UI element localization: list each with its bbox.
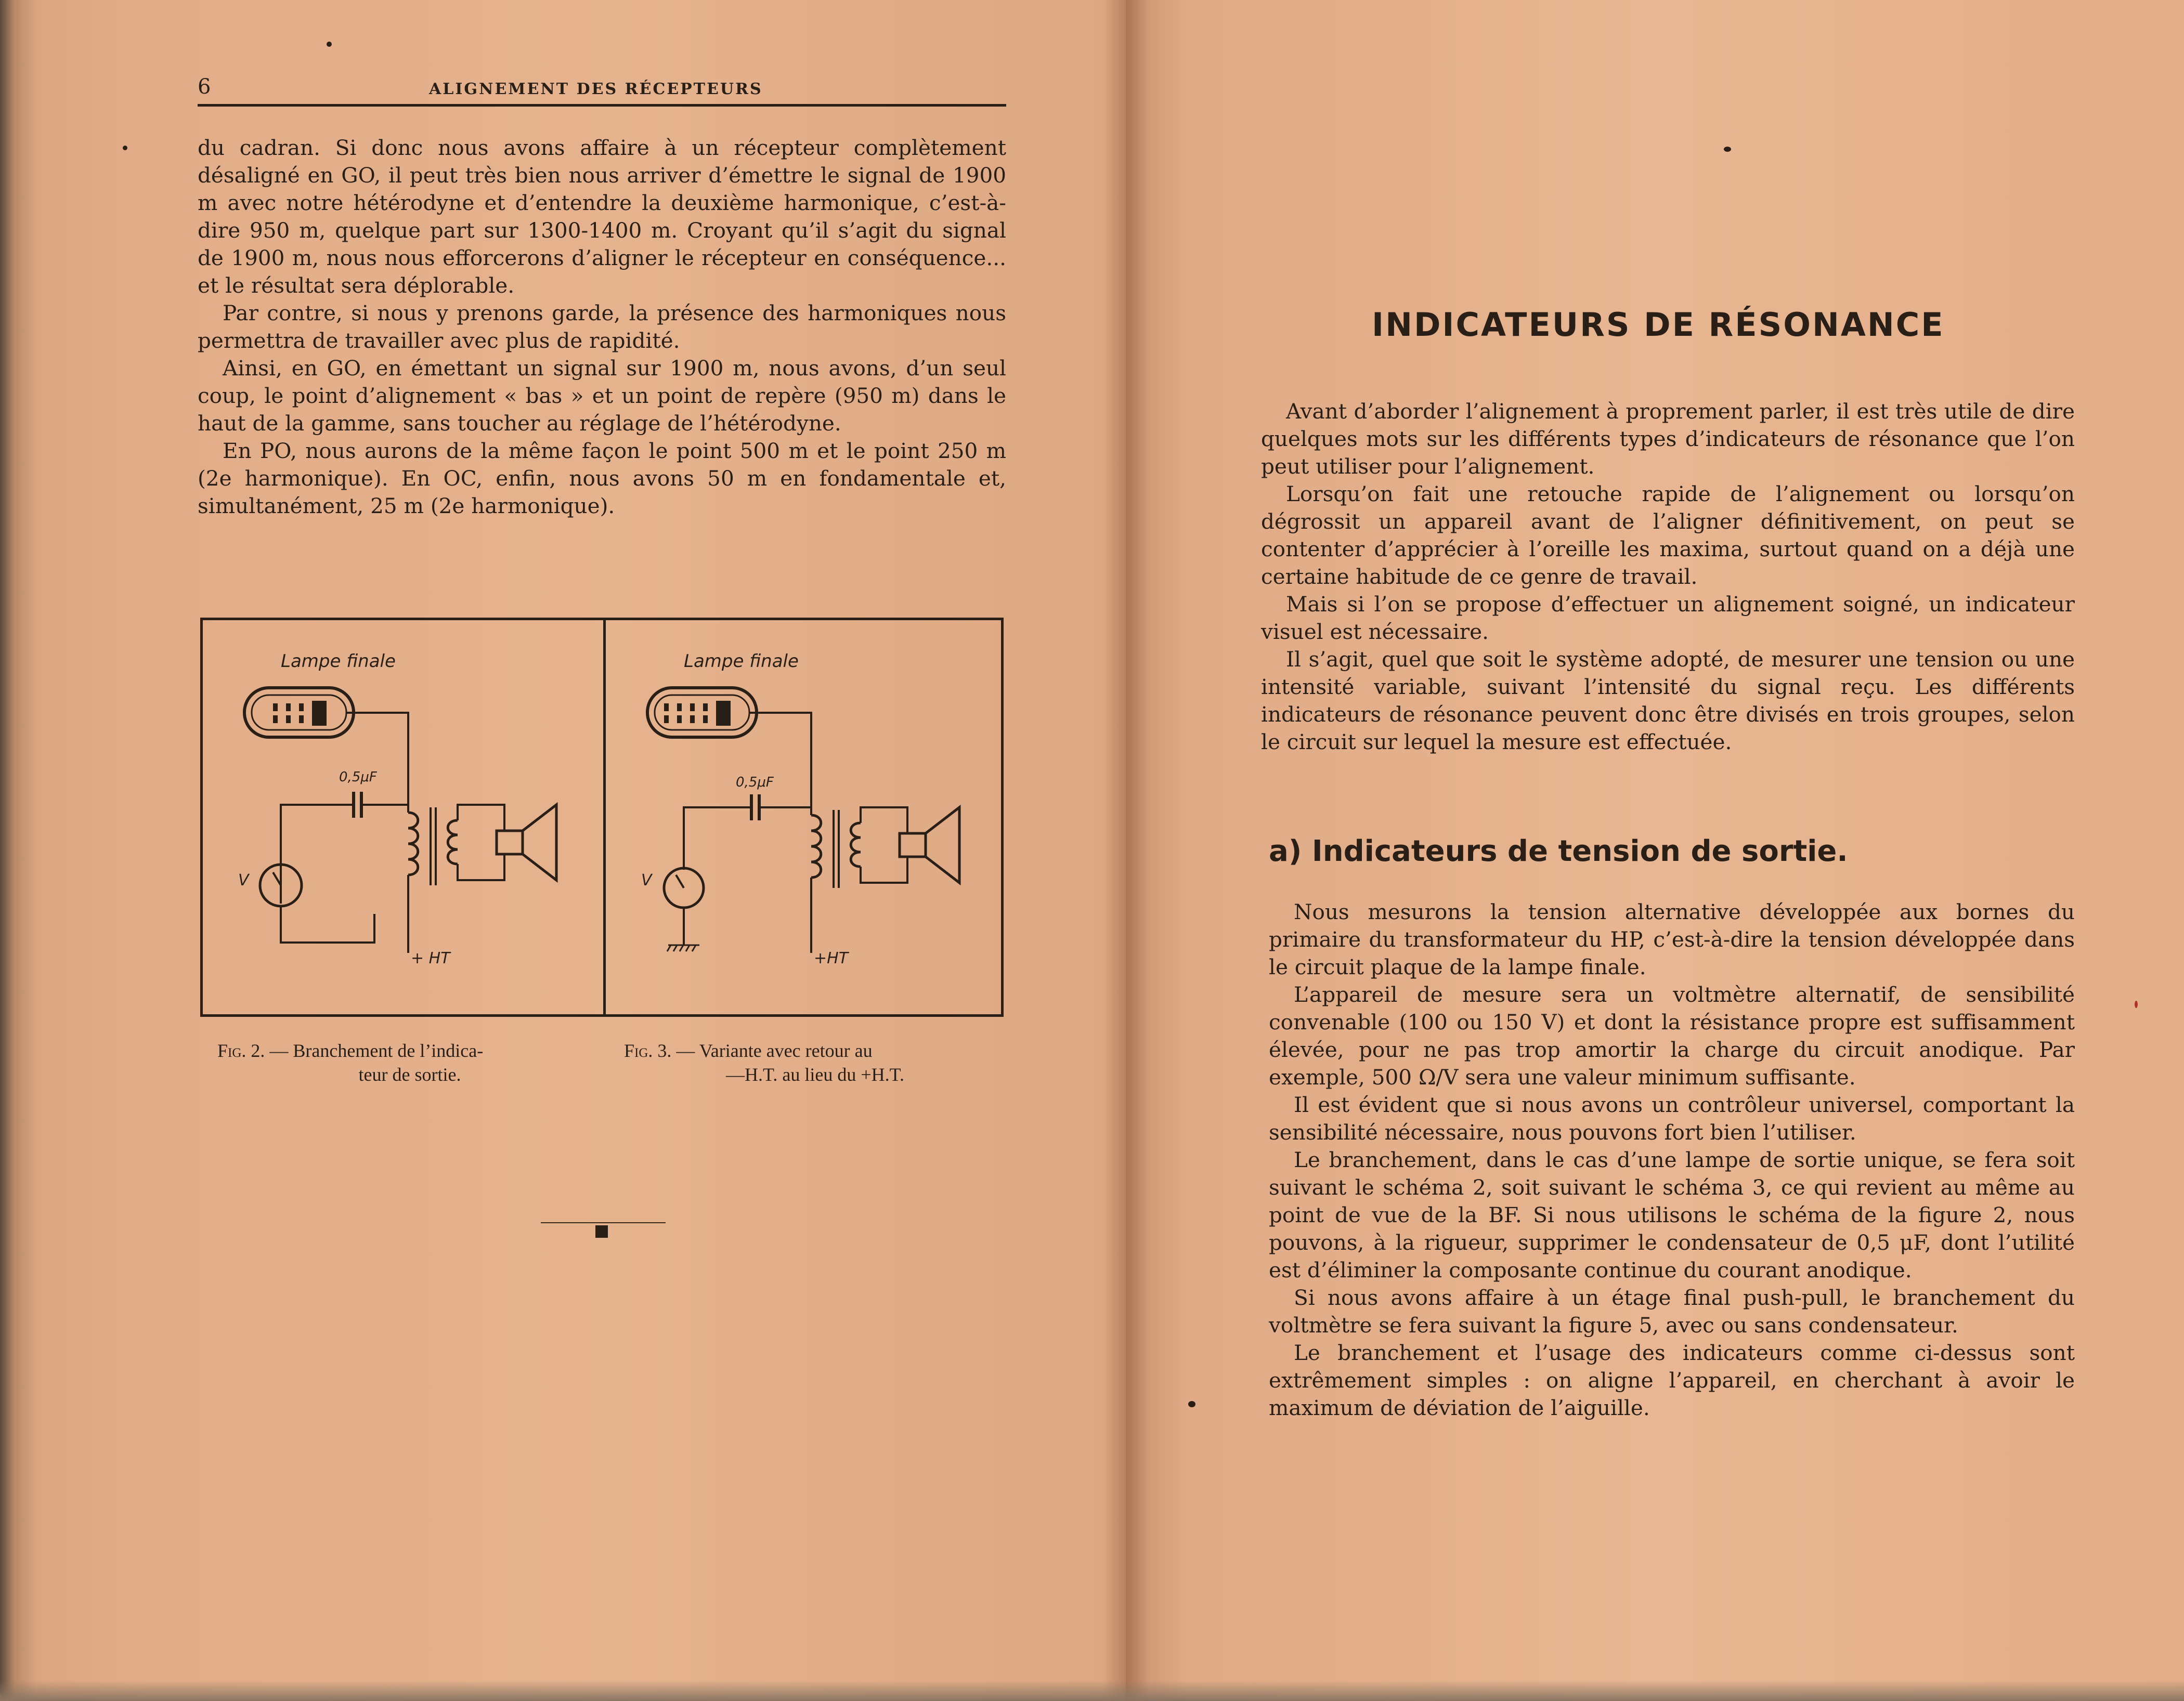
book-gutter (1102, 0, 1149, 1701)
paper-speck (123, 146, 127, 150)
page-edge (0, 0, 36, 1701)
paragraph: Il est évident que si nous avons un contrôleur universel, comportant la sensibilité nécessaire, nous pouvons fort bien l’utiliser. (1269, 1092, 2075, 1145)
ht-label: + HT (411, 949, 450, 967)
page-number: 6 (198, 75, 211, 99)
right-intro-text (1261, 398, 2075, 756)
schematic-fig-3 (606, 620, 1006, 1014)
paragraph: En PO, nous aurons de la même façon le point 500 m et le point 250 m (2e harmonique). En OC, enfin, nous avons 50 m en fondamentale et, simultanément, 25 m (2e harmonique). (198, 438, 1006, 518)
paragraph: Lorsqu’on fait une retouche rapide de l’alignement ou lorsqu’on dégrossit un appareil avant de l’aligner définitivement, on peut se contenter d’apprécier à l’oreille les maxima, surtout quand on a déjà une certaine habitude de ce genre de travail. (1261, 481, 2075, 589)
paper-speck (2135, 1001, 2138, 1008)
schematic-fig-2-drawing (203, 620, 603, 1014)
paragraph: Le branchement et l’usage des indicateurs comme ci-dessus sont extrêmement simples : on aligne l’appareil, en cherchant à avoir le maximum de déviation de l’aiguille. (1269, 1340, 2075, 1420)
ground-icon (667, 945, 699, 951)
lamp-label: Lampe finale (281, 651, 396, 672)
speaker-icon (900, 833, 926, 857)
bottom-edge (0, 1680, 2184, 1701)
meter-label: V (238, 871, 249, 889)
paragraph: du cadran. Si donc nous avons affaire à un récepteur complètement désaligné en GO, il peut très bien nous arriver d’émettre le signal de 1900 m avec notre hétérodyne et d’entendre la deuxième harmonique, c’est-à-dire 950 m, quelque part sur 1300-1400 m. Croyant qu’il s’agit du signal de 1900 m, nous nous efforcerons d’aligner le récepteur en conséquence... et le résultat sera déplorable. (198, 135, 1006, 298)
end-ornament (541, 1220, 666, 1236)
paragraph: Si nous avons affaire à un étage final push-pull, le branchement du voltmètre se fera suivant la figure 5, avec ou sans condensateur. (1269, 1285, 2075, 1338)
running-head (198, 73, 1006, 107)
coil-icon (408, 813, 418, 875)
ht-label: +HT (814, 949, 849, 967)
running-title: ALIGNEMENT DES RÉCEPTEURS (429, 80, 763, 98)
coil-icon (811, 815, 821, 878)
paragraph: Par contre, si nous y prenons garde, la présence des harmoniques nous permettra de travailler avec plus de rapidité. (198, 300, 1006, 353)
paragraph: L’appareil de mesure sera un voltmètre alternatif, de sensibilité convenable (100 ou 150 V) et dont la résistance propre est suffisamment élevée, pour ne pas trop amortir la charge du circuit anodique. Par exemple, 500 Ω/V sera une valeur minimum suffisante. (1269, 982, 2075, 1090)
paper-speck (1724, 147, 1731, 152)
paragraph: Avant d’aborder l’alignement à proprement parler, il est très utile de dire quelques mots sur les différents types d’indicateurs de résonance que l’on peut utiliser pour l’alignement. (1261, 399, 2075, 479)
speaker-icon (497, 831, 523, 854)
meter-label: V (641, 871, 652, 889)
paragraph: Nous mesurons la tension alternative développée aux bornes du primaire du transformateur du HP, c’est-à-dire la tension développée dans le circuit plaque de la lampe finale. (1269, 899, 2075, 979)
paragraph: Le branchement, dans le cas d’une lampe de sortie unique, se fera soit suivant le schéma 2, soit suivant le schéma 3, ce qui revient au même au point de vue de la BF. Si nous utilisons le schéma de la figure 2, nous pouvons, à la rigueur, supprimer le condensateur de 0,5 μF, dont l’utilité est d’éliminer la composante continue du courant anodique. (1269, 1147, 2075, 1283)
paragraph: Ainsi, en GO, en émettant un signal sur 1900 m, nous avons, d’un seul coup, le point d’alignement « bas » et un point de repère (950 m) dans le haut de la gamme, sans toucher au réglage de l’hétérodyne. (198, 356, 1006, 436)
schematic-fig-2 (203, 620, 603, 1014)
caption-fig-2: Fig. 2. — Branchement de l’indica- teur de sortie. (217, 1040, 484, 1085)
left-body-text (198, 134, 1006, 520)
caption-fig-3: Fig. 3. — Variante avec retour au —H.T. au lieu du +H.T. (624, 1040, 904, 1085)
capacitor-label: 0,5μF (339, 769, 377, 785)
schematic-fig-3-drawing (606, 620, 1006, 1014)
section-title: INDICATEURS DE RÉSONANCE (1372, 306, 1945, 344)
right-subsection-text (1269, 898, 2075, 1422)
figure-schematics (200, 618, 1004, 1017)
subsection-title: a) Indicateurs de tension de sortie. (1269, 834, 1848, 868)
paper-speck (1188, 1401, 1195, 1407)
capacitor-label: 0,5μF (736, 775, 774, 790)
paragraph: Il s’agit, quel que soit le système adopté, de mesurer une tension ou une intensité variable, suivant l’intensité du signal reçu. Les différents indicateurs de résonance peuvent donc être divisés en trois groupes, selon le circuit sur lequel la mesure est effectuée. (1261, 647, 2075, 754)
lamp-label: Lampe finale (684, 651, 799, 672)
paper-speck (327, 42, 332, 47)
paragraph: Mais si l’on se propose d’effectuer un alignement soigné, un indicateur visuel est nécessaire. (1261, 592, 2075, 644)
